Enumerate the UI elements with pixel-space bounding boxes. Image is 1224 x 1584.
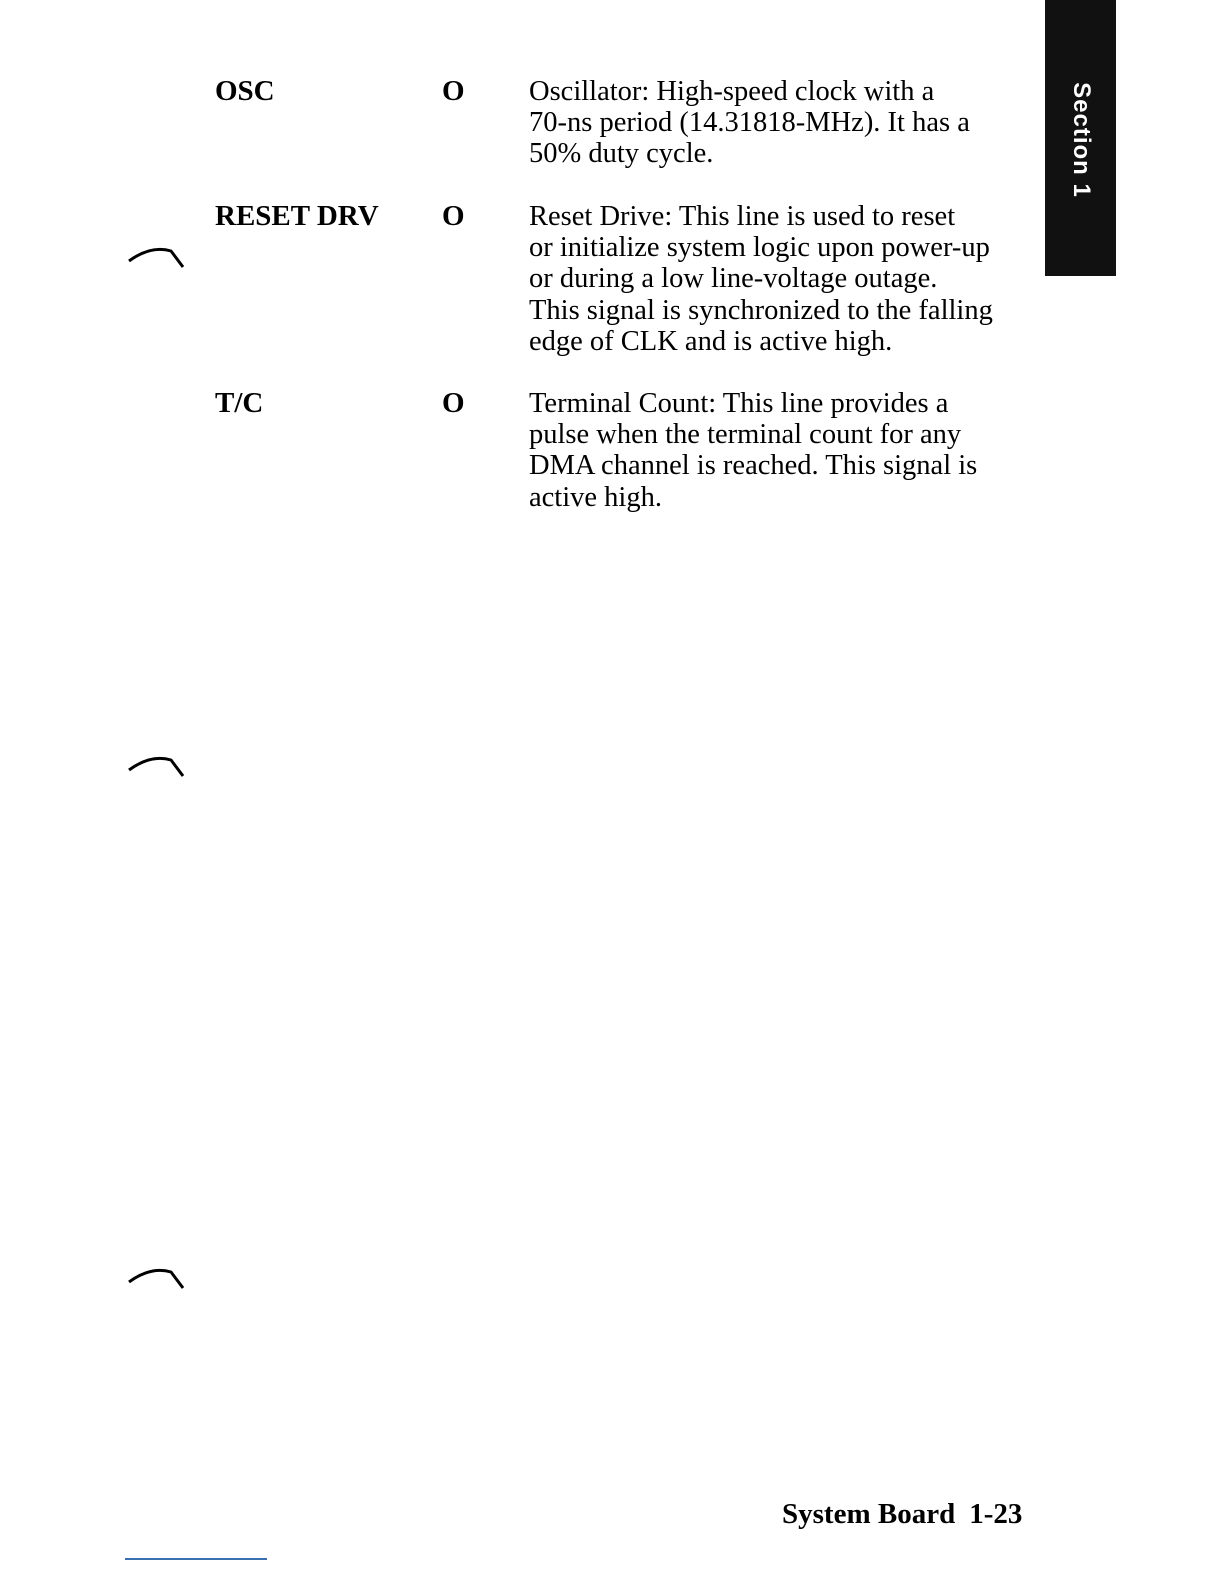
description-line: pulse when the terminal count for any bbox=[529, 419, 962, 451]
binder-hole-mark-icon bbox=[127, 243, 187, 269]
description-line: active high. bbox=[529, 481, 662, 513]
signal-name: T/C bbox=[215, 387, 264, 419]
description-line: edge of CLK and is active high. bbox=[529, 325, 893, 357]
description-line: 70-ns period (14.31818-MHz). It has a bbox=[529, 107, 970, 139]
bottom-rule bbox=[125, 1558, 267, 1560]
signal-direction: O bbox=[442, 200, 465, 232]
description-line: This signal is synchronized to the falling bbox=[529, 294, 993, 326]
signal-name: OSC bbox=[215, 75, 275, 107]
signal-description bbox=[529, 388, 1029, 513]
signal-direction: O bbox=[442, 387, 465, 419]
description-line: Reset Drive: This line is used to reset bbox=[529, 201, 956, 232]
signal-name: RESET DRV bbox=[215, 200, 379, 232]
section-tab bbox=[1045, 0, 1116, 276]
description-line: Oscillator: High-speed clock with a bbox=[529, 76, 935, 107]
page-number: 1-23 bbox=[969, 1498, 1023, 1530]
footer-title: System Board bbox=[782, 1498, 956, 1530]
binder-hole-mark-icon bbox=[127, 752, 187, 778]
description-line: or during a low line-voltage outage. bbox=[529, 263, 938, 295]
signal-description bbox=[529, 76, 1029, 170]
section-tab-label: Section 1 bbox=[1067, 82, 1095, 198]
description-line: Terminal Count: This line provides a bbox=[529, 388, 949, 419]
binder-hole-mark-icon bbox=[127, 1264, 187, 1290]
description-line: 50% duty cycle. bbox=[529, 138, 714, 170]
page-footer bbox=[782, 1498, 1022, 1531]
signal-description bbox=[529, 201, 1029, 357]
signal-direction: O bbox=[442, 75, 465, 107]
description-line: or initialize system logic upon power-up bbox=[529, 232, 990, 264]
description-line: DMA channel is reached. This signal is bbox=[529, 450, 978, 482]
